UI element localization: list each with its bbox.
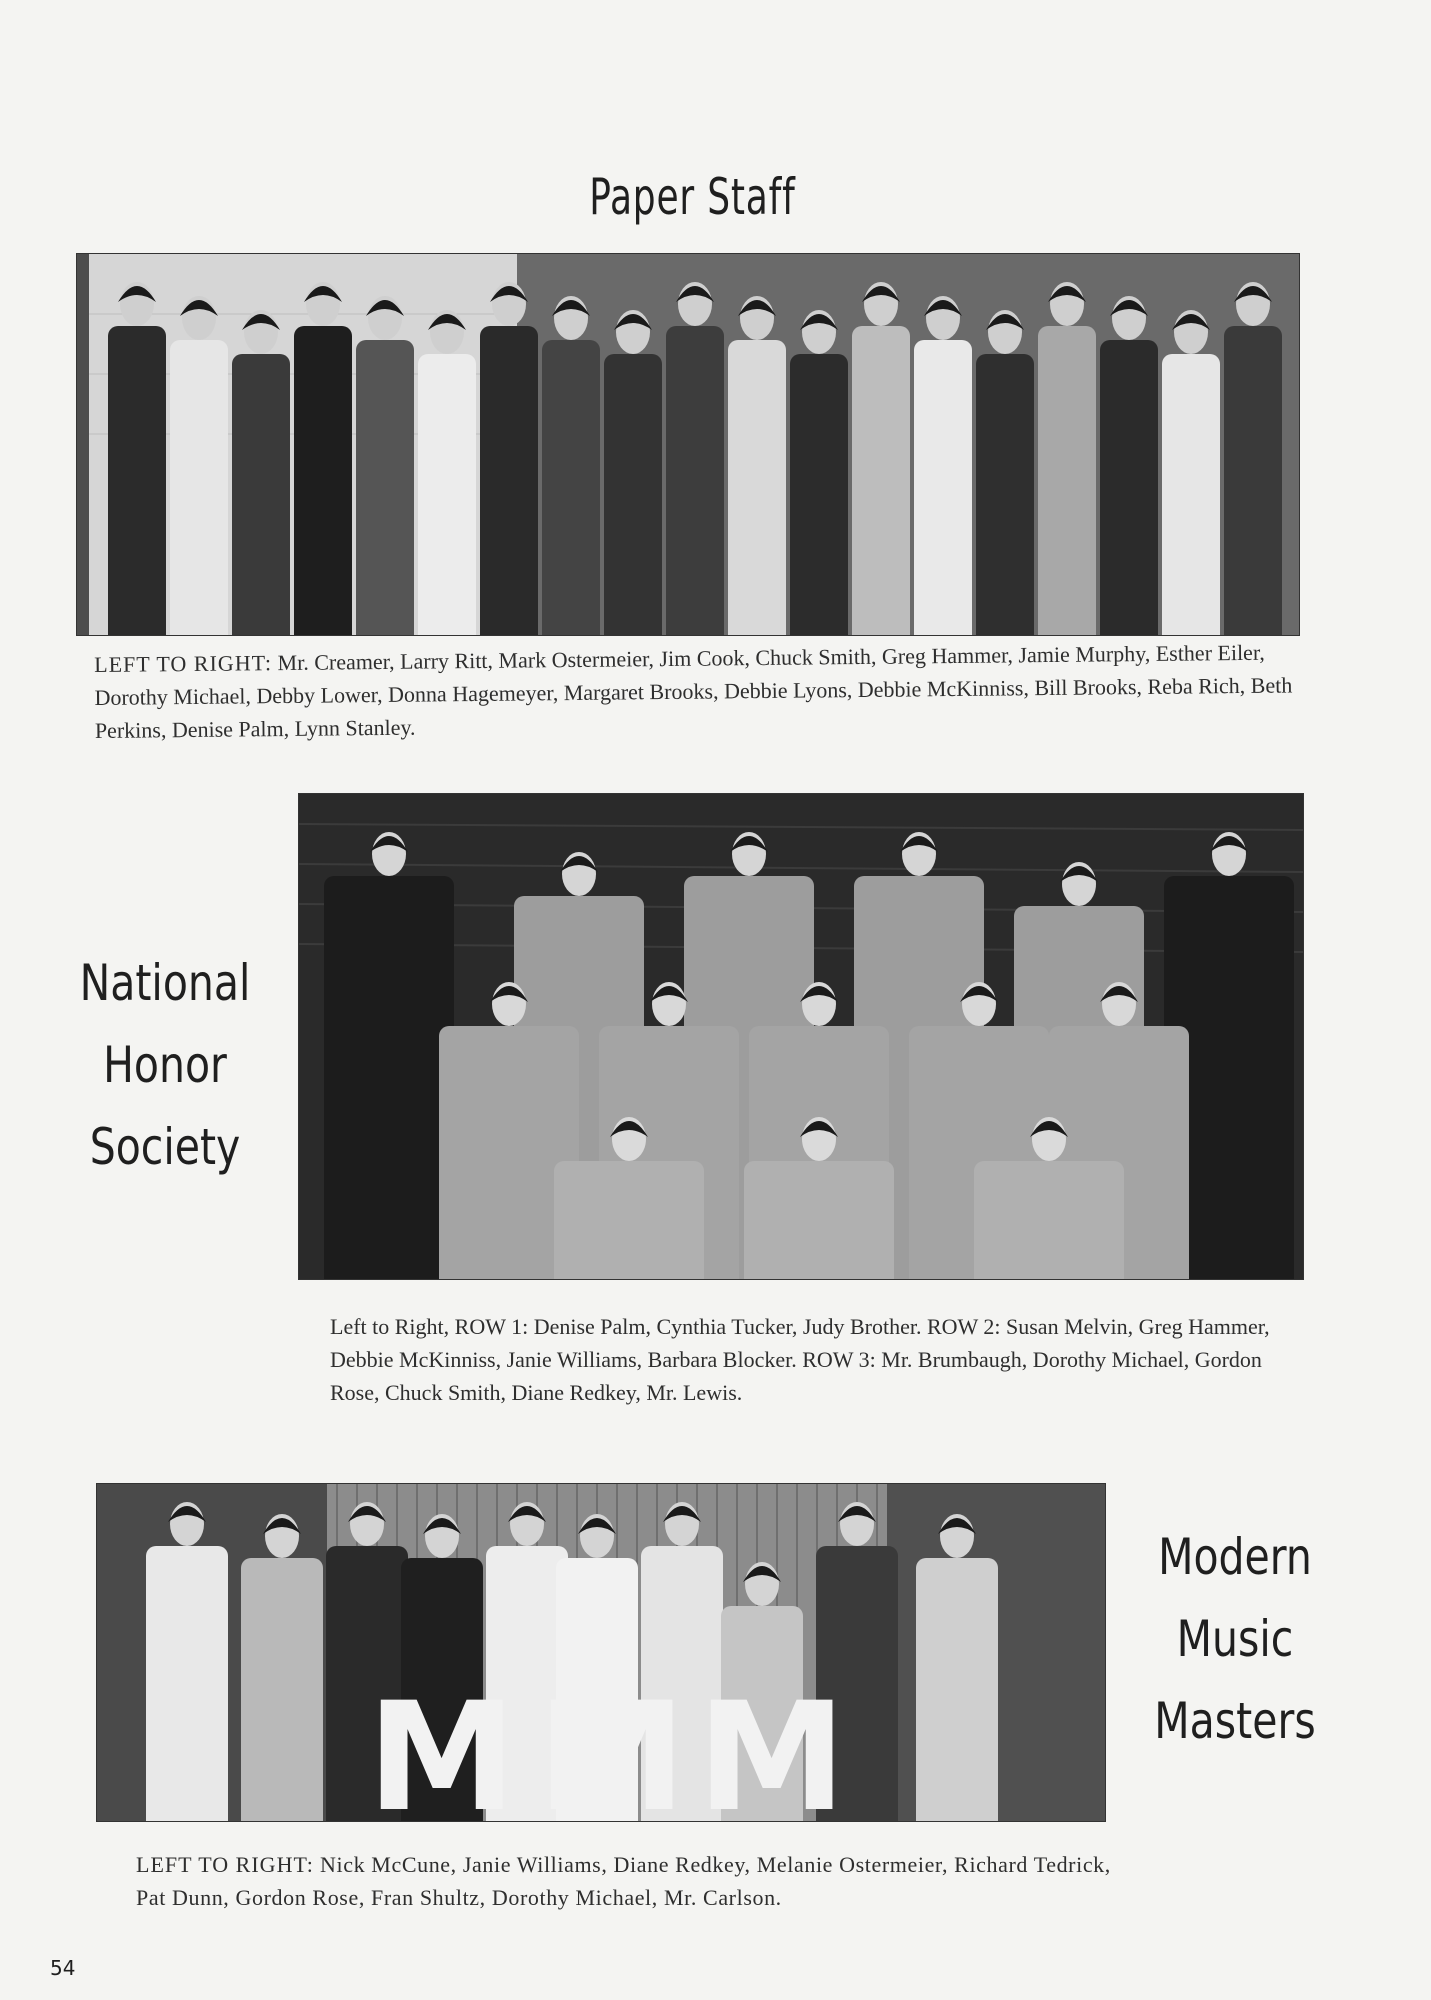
photo-figure xyxy=(976,310,1034,635)
mmm-sign-letter: M xyxy=(697,1671,847,1821)
photo-figure xyxy=(916,1514,998,1821)
nhs-title-line-3: Society xyxy=(89,1118,241,1176)
paper-staff-caption xyxy=(94,635,1305,747)
mmm-title-line-1: Modern xyxy=(1158,1528,1312,1586)
photo-figure xyxy=(604,310,662,635)
nhs-caption: Left to Right, ROW 1: Denise Palm, Cynthia Tucker, Judy Brother. ROW 2: Susan Melvin, Greg Hammer, Debbie McKinniss, Janie Williams, Barbara Blocker. ROW 3: Mr. Brumbaugh, Dorothy Michael, Gordon Rose, Chuck Smith, Diane Redkey, Mr. Lewis. xyxy=(330,1314,1270,1405)
photo-figure xyxy=(542,296,600,635)
photo-figure xyxy=(790,310,848,635)
mmm-caption-names: Nick McCune, Janie Williams, Diane Redkey, Melanie Ostermeier, Richard Tedrick, Pat Dunn, Gordon Rose, Fran Shultz, Dorothy Michael, Mr. Carlson. xyxy=(136,1852,1111,1910)
national-honor-society-title xyxy=(50,942,280,1188)
mmm-sign-letter: M xyxy=(367,1671,517,1821)
modern-music-masters-title xyxy=(1120,1516,1350,1762)
photo-figure xyxy=(232,310,290,635)
page-number: 54 xyxy=(50,1956,76,1980)
modern-music-masters-group-photo xyxy=(96,1483,1106,1822)
photo-figure xyxy=(324,832,454,1279)
paper-staff-caption-names: Mr. Creamer, Larry Ritt, Mark Ostermeier, Jim Cook, Chuck Smith, Greg Hammer, Jamie Murphy, Esther Eiler, Dorothy Michael, Debby Lower, Donna Hagemeyer, Margaret Brooks, Debbie Lyons, Debbie McKinniss, Bill Brooks, Reba Rich, Beth Perkins, Denise Palm, Lynn Stanley. xyxy=(94,639,1293,743)
paper-staff-group-photo xyxy=(76,253,1300,636)
photo-figure xyxy=(480,282,538,635)
paper-staff-caption-lead: LEFT TO RIGHT: xyxy=(94,650,273,677)
photo-figure xyxy=(241,1514,323,1821)
photo-figure xyxy=(1162,310,1220,635)
mmm-caption-lead: LEFT TO RIGHT: xyxy=(136,1852,314,1877)
nhs-title-line-1: National xyxy=(79,954,251,1012)
nhs-title-line-2: Honor xyxy=(103,1036,227,1094)
photo-figure xyxy=(1100,296,1158,635)
mmm-caption xyxy=(136,1848,1146,1914)
photo-figure xyxy=(418,310,476,635)
photo-figure xyxy=(728,296,786,635)
national-honor-society-group-photo xyxy=(298,793,1304,1280)
mmm-sign-letter: M xyxy=(537,1671,687,1821)
photo-figure xyxy=(852,282,910,635)
photo-figure xyxy=(170,296,228,635)
photo-figure xyxy=(666,282,724,635)
mmm-title-line-2: Music xyxy=(1176,1610,1294,1668)
photo-figure xyxy=(146,1502,228,1821)
paper-staff-title: Paper Staff xyxy=(589,168,796,226)
photo-figure xyxy=(356,296,414,635)
mmm-title-line-3: Masters xyxy=(1154,1692,1316,1750)
photo-figure xyxy=(108,282,166,635)
photo-figure xyxy=(914,296,972,635)
photo-figure xyxy=(1038,282,1096,635)
photo-figure xyxy=(294,282,352,635)
photo-figure xyxy=(1224,282,1282,635)
